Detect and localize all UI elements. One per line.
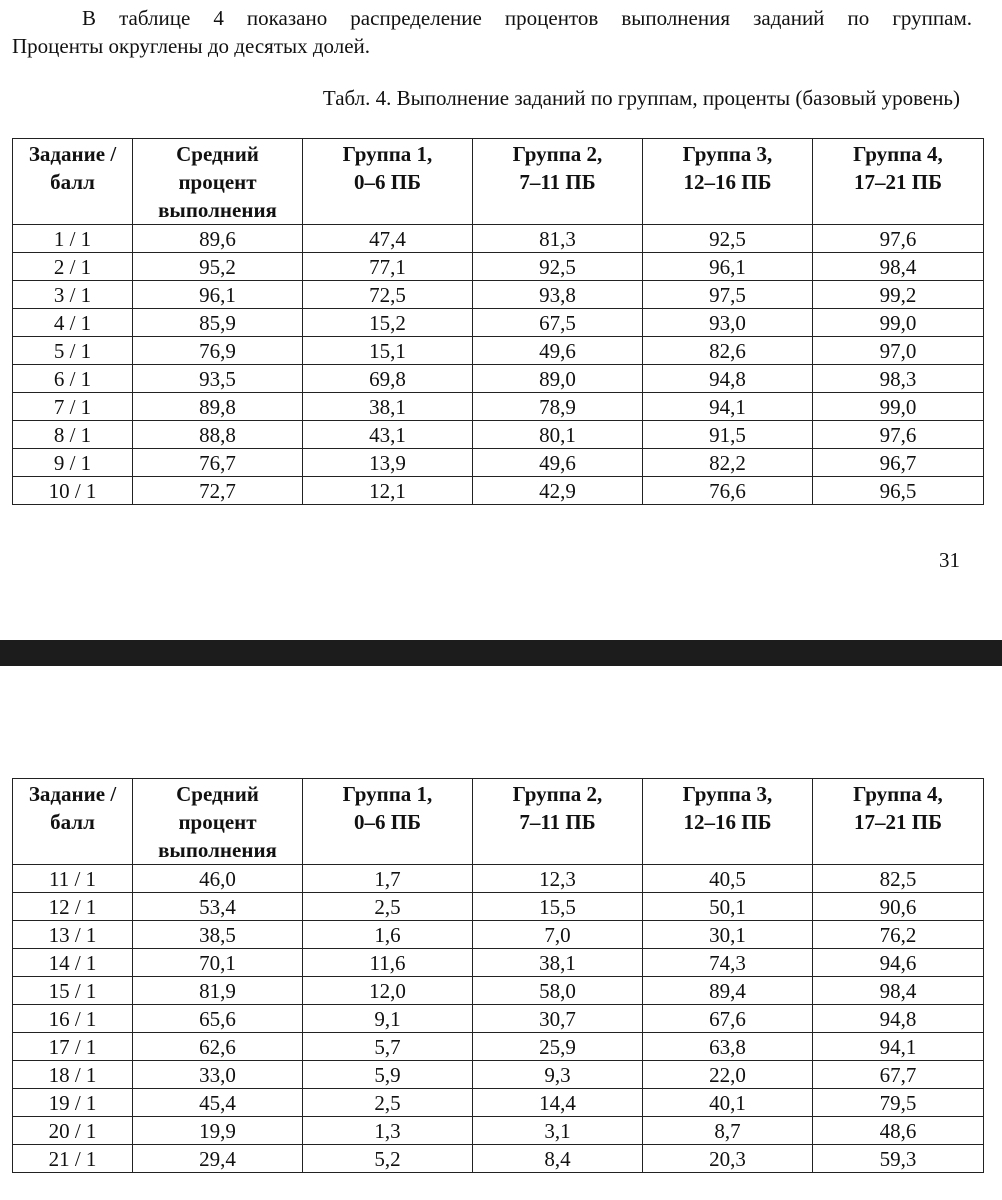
column-header-group-1 (303, 779, 473, 865)
table-row (13, 1005, 984, 1033)
table-row (13, 949, 984, 977)
cell-group-1: 12,0 (303, 977, 473, 1005)
cell-group-3: 40,1 (643, 1089, 813, 1117)
cell-average-percent: 70,1 (133, 949, 303, 977)
cell-task-score: 1 / 1 (13, 225, 133, 253)
cell-group-2: 9,3 (473, 1061, 643, 1089)
cell-group-2: 78,9 (473, 393, 643, 421)
table-row (13, 281, 984, 309)
table-row (13, 893, 984, 921)
column-header-line: балл (50, 810, 95, 834)
column-header-line: Группа 3, (682, 782, 773, 806)
cell-group-3: 50,1 (643, 893, 813, 921)
cell-group-1: 72,5 (303, 281, 473, 309)
cell-group-1: 1,7 (303, 865, 473, 893)
column-header-line: Группа 1, (342, 782, 433, 806)
cell-average-percent: 89,8 (133, 393, 303, 421)
cell-group-3: 22,0 (643, 1061, 813, 1089)
cell-task-score: 5 / 1 (13, 337, 133, 365)
column-header-line: балл (50, 170, 95, 194)
cell-group-3: 8,7 (643, 1117, 813, 1145)
cell-group-4: 67,7 (813, 1061, 984, 1089)
cell-group-4: 76,2 (813, 921, 984, 949)
cell-group-3: 91,5 (643, 421, 813, 449)
cell-group-2: 58,0 (473, 977, 643, 1005)
cell-group-2: 81,3 (473, 225, 643, 253)
table-row (13, 865, 984, 893)
cell-task-score: 19 / 1 (13, 1089, 133, 1117)
table-header (13, 139, 984, 225)
cell-group-3: 63,8 (643, 1033, 813, 1061)
cell-group-4: 48,6 (813, 1117, 984, 1145)
cell-task-score: 11 / 1 (13, 865, 133, 893)
column-header-group-4 (813, 779, 984, 865)
cell-group-1: 9,1 (303, 1005, 473, 1033)
cell-group-1: 2,5 (303, 1089, 473, 1117)
column-header-line: Задание / (28, 142, 117, 166)
cell-group-3: 94,1 (643, 393, 813, 421)
column-header-line: 17–21 ПБ (854, 810, 942, 834)
cell-group-1: 43,1 (303, 421, 473, 449)
column-header-line: процент (178, 170, 257, 194)
table-header (13, 779, 984, 865)
column-header-group-2 (473, 779, 643, 865)
column-header-line: Группа 3, (682, 142, 773, 166)
cell-average-percent: 76,7 (133, 449, 303, 477)
cell-task-score: 12 / 1 (13, 893, 133, 921)
column-header-line: 12–16 ПБ (683, 810, 772, 834)
cell-task-score: 15 / 1 (13, 977, 133, 1005)
column-header-line: Группа 4, (853, 142, 943, 166)
cell-average-percent: 38,5 (133, 921, 303, 949)
column-header-average-percent (133, 139, 303, 225)
cell-average-percent: 96,1 (133, 281, 303, 309)
cell-average-percent: 72,7 (133, 477, 303, 505)
cell-average-percent: 53,4 (133, 893, 303, 921)
cell-average-percent: 65,6 (133, 1005, 303, 1033)
cell-group-2: 38,1 (473, 949, 643, 977)
column-header-average-percent (133, 779, 303, 865)
column-header-line: 17–21 ПБ (854, 170, 942, 194)
cell-average-percent: 88,8 (133, 421, 303, 449)
cell-average-percent: 95,2 (133, 253, 303, 281)
results-table-part-1 (12, 138, 984, 505)
column-header-line: Группа 4, (853, 782, 943, 806)
table-body (13, 865, 984, 1173)
cell-average-percent: 76,9 (133, 337, 303, 365)
cell-group-4: 97,0 (813, 337, 984, 365)
cell-group-3: 40,5 (643, 865, 813, 893)
cell-group-2: 42,9 (473, 477, 643, 505)
table-row (13, 337, 984, 365)
cell-group-3: 82,6 (643, 337, 813, 365)
table-row (13, 1117, 984, 1145)
table-row (13, 977, 984, 1005)
cell-group-3: 93,0 (643, 309, 813, 337)
cell-task-score: 2 / 1 (13, 253, 133, 281)
column-header-line: процент (178, 810, 257, 834)
cell-group-4: 98,3 (813, 365, 984, 393)
column-header-line: Задание / (28, 782, 117, 806)
cell-group-2: 25,9 (473, 1033, 643, 1061)
column-header-task-score (13, 139, 133, 225)
cell-group-2: 3,1 (473, 1117, 643, 1145)
cell-average-percent: 85,9 (133, 309, 303, 337)
intro-line: Проценты округлены до десятых долей. (12, 34, 371, 58)
page-number: 31 (939, 548, 960, 572)
cell-group-1: 47,4 (303, 225, 473, 253)
cell-task-score: 14 / 1 (13, 949, 133, 977)
cell-group-2: 12,3 (473, 865, 643, 893)
cell-group-1: 1,6 (303, 921, 473, 949)
cell-task-score: 17 / 1 (13, 1033, 133, 1061)
table-row (13, 921, 984, 949)
table-body (13, 225, 984, 505)
cell-group-4: 94,6 (813, 949, 984, 977)
intro-paragraph (12, 4, 972, 60)
cell-group-4: 97,6 (813, 421, 984, 449)
cell-task-score: 18 / 1 (13, 1061, 133, 1089)
cell-group-2: 15,5 (473, 893, 643, 921)
table-row (13, 449, 984, 477)
cell-group-1: 5,9 (303, 1061, 473, 1089)
header-row (13, 779, 984, 865)
cell-group-1: 13,9 (303, 449, 473, 477)
column-header-line: Средний (176, 142, 259, 166)
cell-group-3: 96,1 (643, 253, 813, 281)
cell-group-2: 30,7 (473, 1005, 643, 1033)
cell-task-score: 8 / 1 (13, 421, 133, 449)
cell-group-4: 59,3 (813, 1145, 984, 1173)
cell-group-4: 99,0 (813, 309, 984, 337)
table-row (13, 393, 984, 421)
cell-task-score: 4 / 1 (13, 309, 133, 337)
cell-average-percent: 29,4 (133, 1145, 303, 1173)
column-header-line: 0–6 ПБ (354, 170, 421, 194)
cell-group-3: 30,1 (643, 921, 813, 949)
cell-task-score: 7 / 1 (13, 393, 133, 421)
cell-group-2: 14,4 (473, 1089, 643, 1117)
cell-group-4: 82,5 (813, 865, 984, 893)
header-row (13, 139, 984, 225)
cell-task-score: 10 / 1 (13, 477, 133, 505)
column-header-group-1 (303, 139, 473, 225)
results-table-part-2 (12, 778, 984, 1173)
cell-group-3: 89,4 (643, 977, 813, 1005)
cell-task-score: 13 / 1 (13, 921, 133, 949)
cell-group-2: 49,6 (473, 337, 643, 365)
column-header-task-score (13, 779, 133, 865)
cell-group-1: 77,1 (303, 253, 473, 281)
cell-group-3: 82,2 (643, 449, 813, 477)
table-row (13, 253, 984, 281)
table-row (13, 309, 984, 337)
cell-group-1: 2,5 (303, 893, 473, 921)
cell-group-4: 99,2 (813, 281, 984, 309)
cell-group-1: 15,1 (303, 337, 473, 365)
column-header-line: выполнения (158, 198, 277, 222)
cell-group-3: 97,5 (643, 281, 813, 309)
cell-group-1: 1,3 (303, 1117, 473, 1145)
column-header-group-3 (643, 139, 813, 225)
cell-group-4: 98,4 (813, 253, 984, 281)
cell-group-3: 76,6 (643, 477, 813, 505)
intro-line: В таблице 4 показано распределение процентов выполнения заданий по группам. (82, 6, 972, 30)
column-header-line: Средний (176, 782, 259, 806)
cell-task-score: 6 / 1 (13, 365, 133, 393)
cell-group-1: 15,2 (303, 309, 473, 337)
column-header-line: выполнения (158, 838, 277, 862)
table-row (13, 421, 984, 449)
cell-group-3: 67,6 (643, 1005, 813, 1033)
cell-group-2: 93,8 (473, 281, 643, 309)
column-header-line: 7–11 ПБ (519, 810, 596, 834)
column-header-line: Группа 2, (512, 782, 603, 806)
table-row (13, 1145, 984, 1173)
column-header-line: 12–16 ПБ (683, 170, 772, 194)
cell-task-score: 21 / 1 (13, 1145, 133, 1173)
cell-group-1: 38,1 (303, 393, 473, 421)
cell-average-percent: 93,5 (133, 365, 303, 393)
cell-group-1: 5,2 (303, 1145, 473, 1173)
cell-group-4: 97,6 (813, 225, 984, 253)
cell-group-1: 5,7 (303, 1033, 473, 1061)
cell-group-2: 7,0 (473, 921, 643, 949)
cell-average-percent: 81,9 (133, 977, 303, 1005)
table-row (13, 1033, 984, 1061)
cell-task-score: 20 / 1 (13, 1117, 133, 1145)
cell-average-percent: 89,6 (133, 225, 303, 253)
cell-task-score: 9 / 1 (13, 449, 133, 477)
cell-group-2: 89,0 (473, 365, 643, 393)
cell-group-4: 96,7 (813, 449, 984, 477)
page-separator (0, 640, 1002, 666)
column-header-group-2 (473, 139, 643, 225)
cell-group-1: 11,6 (303, 949, 473, 977)
table-row (13, 365, 984, 393)
cell-group-2: 80,1 (473, 421, 643, 449)
cell-group-1: 69,8 (303, 365, 473, 393)
column-header-group-3 (643, 779, 813, 865)
column-header-line: 0–6 ПБ (354, 810, 421, 834)
column-header-line: Группа 1, (342, 142, 433, 166)
cell-group-3: 20,3 (643, 1145, 813, 1173)
cell-average-percent: 62,6 (133, 1033, 303, 1061)
table-row (13, 1089, 984, 1117)
cell-group-4: 90,6 (813, 893, 984, 921)
cell-group-1: 12,1 (303, 477, 473, 505)
column-header-line: 7–11 ПБ (519, 170, 596, 194)
cell-average-percent: 46,0 (133, 865, 303, 893)
column-header-group-4 (813, 139, 984, 225)
cell-group-4: 94,8 (813, 1005, 984, 1033)
cell-average-percent: 33,0 (133, 1061, 303, 1089)
cell-group-3: 94,8 (643, 365, 813, 393)
cell-group-4: 79,5 (813, 1089, 984, 1117)
cell-average-percent: 19,9 (133, 1117, 303, 1145)
cell-group-3: 92,5 (643, 225, 813, 253)
cell-average-percent: 45,4 (133, 1089, 303, 1117)
cell-group-3: 74,3 (643, 949, 813, 977)
cell-group-2: 67,5 (473, 309, 643, 337)
table-row (13, 1061, 984, 1089)
cell-group-4: 99,0 (813, 393, 984, 421)
cell-group-2: 49,6 (473, 449, 643, 477)
cell-task-score: 16 / 1 (13, 1005, 133, 1033)
cell-group-4: 96,5 (813, 477, 984, 505)
cell-group-4: 94,1 (813, 1033, 984, 1061)
table-row (13, 477, 984, 505)
table-row (13, 225, 984, 253)
column-header-line: Группа 2, (512, 142, 603, 166)
cell-group-2: 92,5 (473, 253, 643, 281)
table-caption: Табл. 4. Выполнение заданий по группам, проценты (базовый уровень) (322, 86, 960, 110)
cell-group-4: 98,4 (813, 977, 984, 1005)
cell-task-score: 3 / 1 (13, 281, 133, 309)
cell-group-2: 8,4 (473, 1145, 643, 1173)
